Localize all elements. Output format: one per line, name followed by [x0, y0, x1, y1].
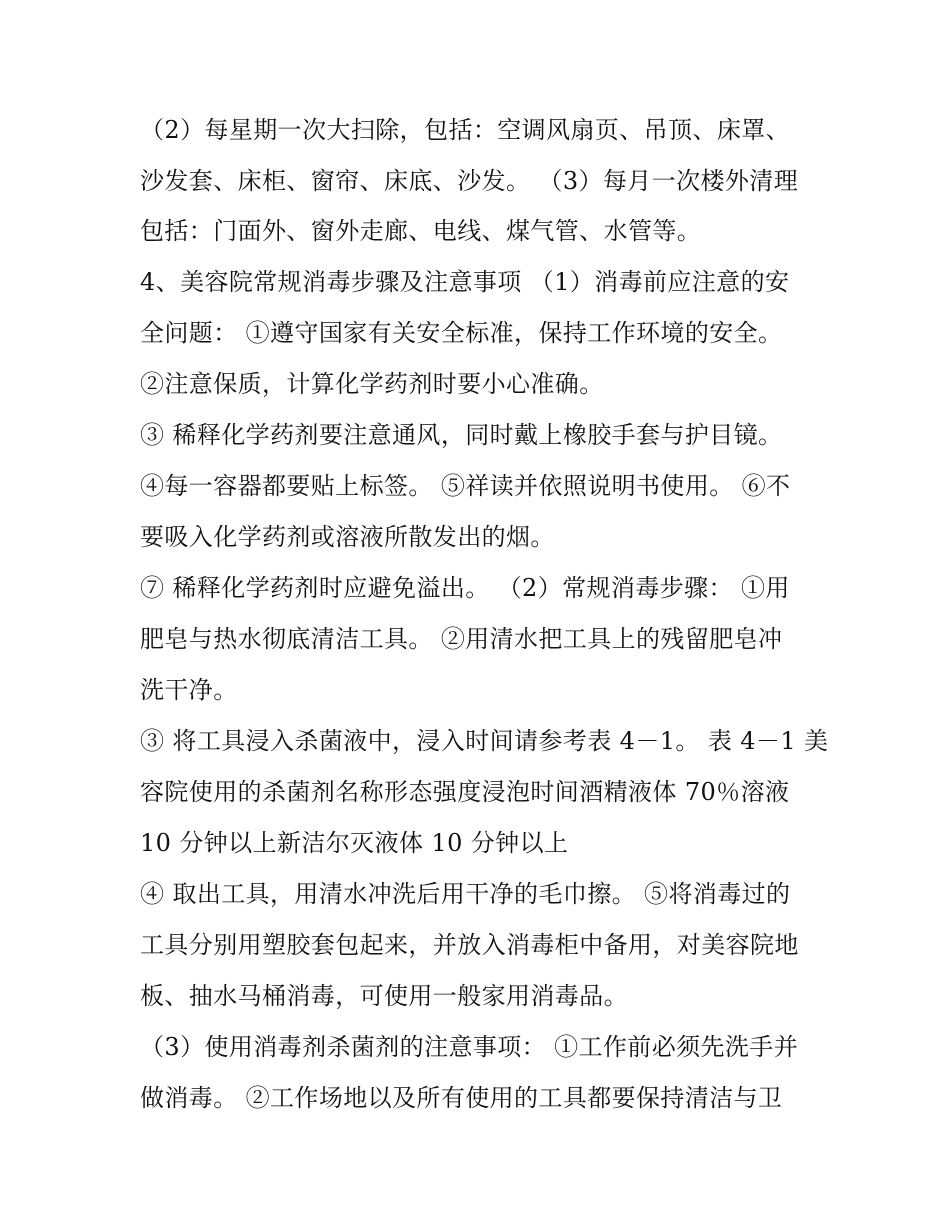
- text-line: 工具分别用塑胶套包起来，并放入消毒柜中备用，对美容院地: [140, 931, 799, 959]
- text-line: ③ 将工具浸入杀菌液中，浸入时间请参考表 4－1。 表 4－1 美: [140, 727, 829, 755]
- text-line: 洗干净。: [140, 676, 238, 704]
- text-line: 要吸入化学药剂或溶液所散发出的烟。: [140, 523, 555, 551]
- text-line: ④ 取出工具，用清水冲洗后用干净的毛巾擦。 ⑤将消毒过的: [140, 880, 791, 908]
- text-line: 全问题： ①遵守国家有关安全标准，保持工作环境的安全。: [140, 319, 783, 347]
- text-line: ②注意保质，计算化学药剂时要小心准确。: [140, 370, 604, 398]
- text-line: 板、抽水马桶消毒，可使用一般家用消毒品。: [140, 982, 628, 1010]
- text-line: 10 分钟以上新洁尔灭液体 10 分钟以上: [140, 829, 569, 857]
- text-line: 容院使用的杀菌剂名称形态强度浸泡时间酒精液体 70％溶液: [140, 778, 790, 806]
- text-line: 包括：门面外、窗外走廊、电线、煤气管、水管等。: [140, 217, 702, 245]
- text-line: （2）每星期一次大扫除，包括：空调风扇页、吊顶、床罩、: [140, 116, 791, 144]
- text-line: 肥皂与热水彻底清洁工具。 ②用清水把工具上的残留肥皂冲: [140, 625, 783, 653]
- text-line: 沙发套、床柜、窗帘、床底、沙发。 （3）每月一次楼外清理: [140, 167, 799, 195]
- text-line: 4、美容院常规消毒步骤及注意事项 （1）消毒前应注意的安: [140, 268, 790, 296]
- text-line: ③ 稀释化学药剂要注意通风，同时戴上橡胶手套与护目镜。: [140, 421, 783, 449]
- text-line: ⑦ 稀释化学药剂时应避免溢出。 （2）常规消毒步骤： ①用: [140, 574, 790, 602]
- text-line: 做消毒。 ②工作场地以及所有使用的工具都要保持清洁与卫: [140, 1084, 783, 1112]
- text-line: （3）使用消毒剂杀菌剂的注意事项： ①工作前必须先洗手并: [140, 1033, 799, 1061]
- text-line: ④每一容器都要贴上标签。 ⑤祥读并依照说明书使用。 ⑥不: [140, 472, 791, 500]
